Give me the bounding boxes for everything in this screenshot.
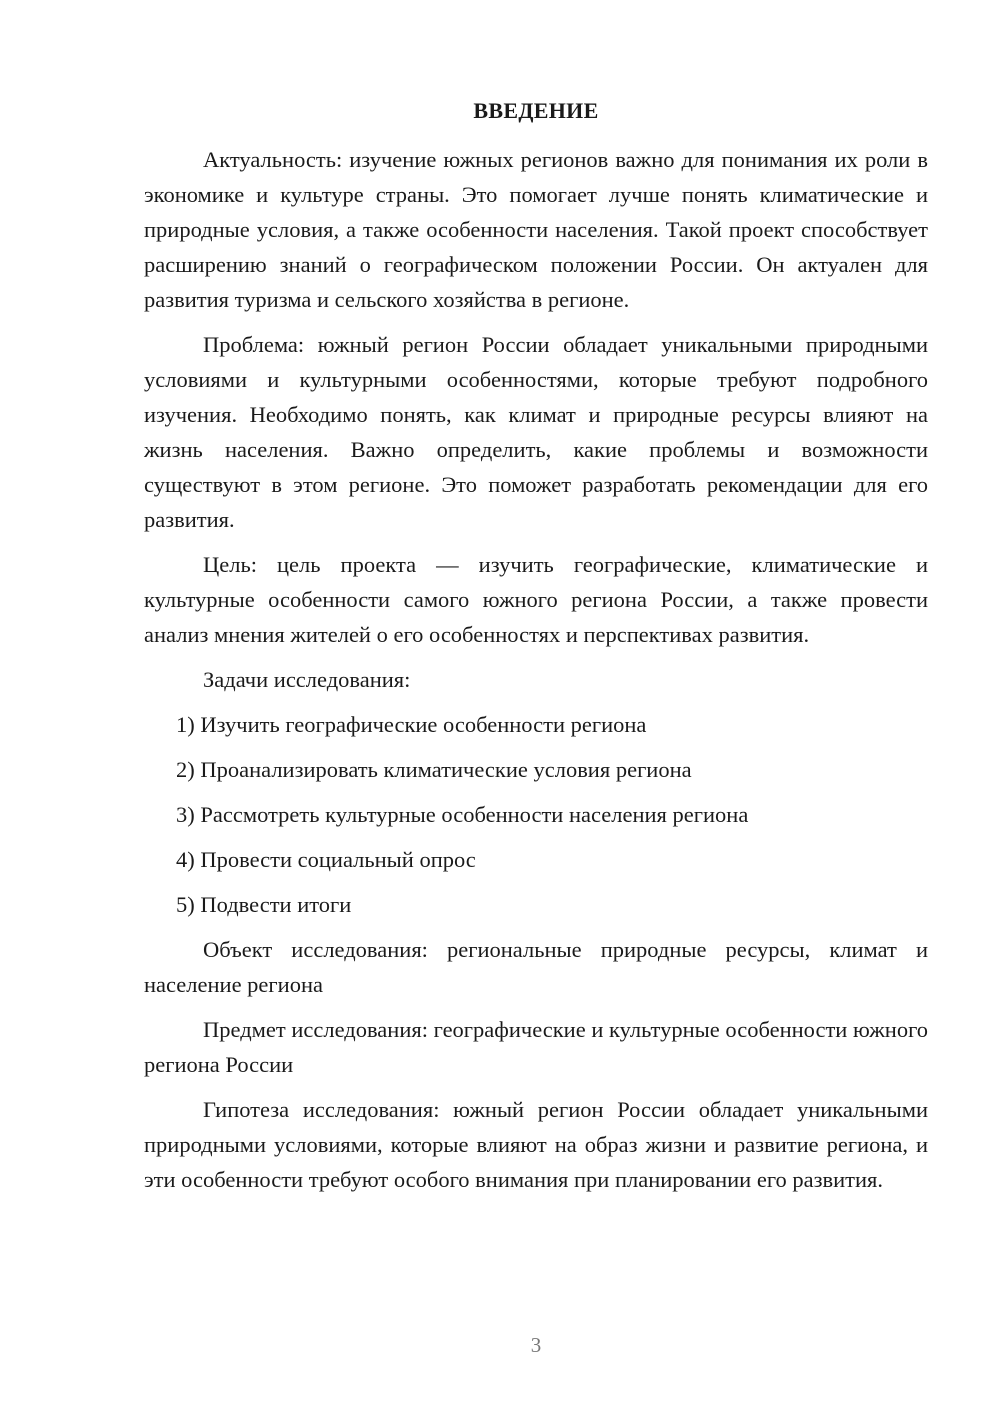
- paragraph-hypothesis: Гипотеза исследования: южный регион России обладает уникальными природными условиями, которые влияют на образ жизни и развитие региона, и эти особенности требуют особого внимания при планировании его развития.: [144, 1097, 928, 1192]
- task-item: 1) Изучить географические особенности региона: [176, 712, 647, 737]
- tasks-heading: Задачи исследования:: [203, 667, 411, 692]
- tasks-list: [144, 707, 928, 922]
- page-number: 3: [530, 1333, 542, 1357]
- task-item: 3) Рассмотреть культурные особенности населения региона: [176, 802, 749, 827]
- paragraph-object: Объект исследования: региональные природные ресурсы, климат и население региона: [144, 937, 928, 997]
- task-item: 2) Проанализировать климатические условия региона: [176, 757, 692, 782]
- paragraph-problem: Проблема: южный регион России обладает уникальными природными условиями и культурными особенностями, которые требуют подробного изучения. Необходимо понять, как климат и природные ресурсы влияют на жизнь населения. Важно определить, какие проблемы и возможности существуют в этом регионе. Это поможет разработать рекомендации для его развития.: [144, 332, 928, 532]
- task-item: 5) Подвести итоги: [176, 892, 352, 917]
- paragraph-goal: Цель: цель проекта — изучить географические, климатические и культурные особенности самого южного региона России, а также провести анализ мнения жителей о его особенностях и перспективах развития.: [144, 552, 928, 647]
- paragraph-subject: Предмет исследования: географические и культурные особенности южного региона России: [144, 1017, 928, 1077]
- page-body: [144, 142, 928, 1207]
- paragraph-relevance: Актуальность: изучение южных регионов важно для понимания их роли в экономике и культуре страны. Это помогает лучше понять климатические и природные условия, а также особенности населения. Такой проект способствует расширению знаний о географическом положении России. Он актуален для развития туризма и сельского хозяйства в регионе.: [144, 147, 928, 312]
- task-item: 4) Провести социальный опрос: [176, 847, 476, 872]
- page-title: ВВЕДЕНИЕ: [473, 98, 599, 123]
